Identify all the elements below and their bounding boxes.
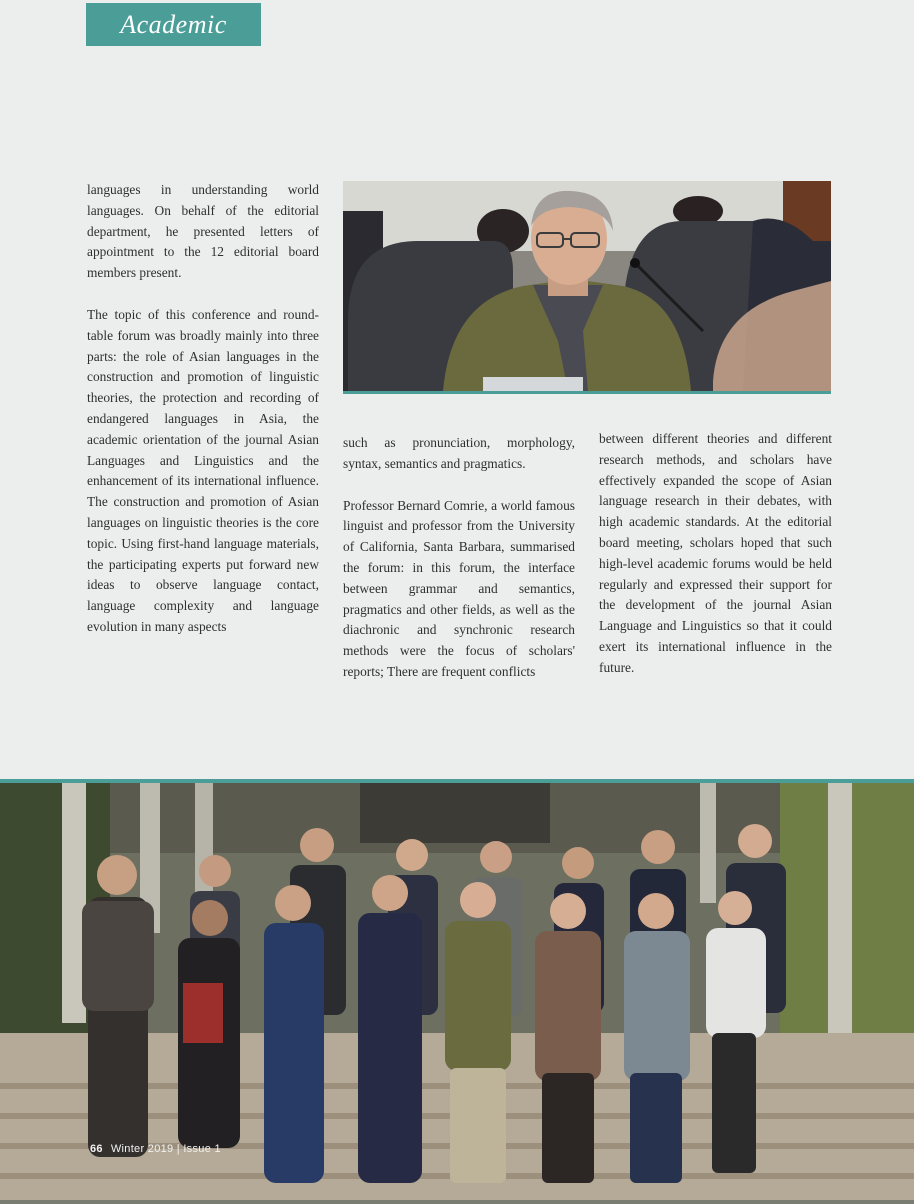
paragraph: Professor Bernard Comrie, a world famous linguist and professor from the University of California, Santa Barbara, summarised the forum: in this forum, the interface between grammar and semantics, pragmatics and other fields, as well as the diachronic and synchronic research methods were the focus of scholars' reports; There are frequent conflicts (343, 497, 575, 679)
paragraph: The topic of this conference and round-table forum was broadly mainly into three parts: the role of Asian languages in the construction and promotion of linguistic theories, the protection and recording of endangered languages in Asia, the academic orientation of the journal Asian Languages and Linguistics and the enhancement of its international influence. The construction and promotion of Asian languages on linguistic theories is the core topic. Using first-hand language materials, the participating experts put forward new ideas to observe language contact, language complexity and language evolution in many aspects (87, 306, 319, 634)
text-column-3 (599, 429, 832, 700)
paragraph: between different theories and different research methods, and scholars have effectively expanded the scope of Asian language research in their debates, with high academic standards. At the editorial board meeting, scholars hoped that such high-level academic forums would be held regularly and expressed their support for the development of the journal Asian Language and Linguistics so that it could exert its international influence in the future. (599, 431, 832, 675)
paragraph: such as pronunciation, morphology, syntax, semantics and pragmatics. (343, 435, 575, 471)
group-photo (0, 779, 914, 1204)
page-footer (90, 1143, 221, 1155)
text-column-1 (87, 180, 319, 659)
paragraph: languages in understanding world languages. On behalf of the editorial department, he presented letters of appointment to the 12 editorial board members present. (87, 182, 319, 281)
speaker-photo (343, 181, 831, 394)
page-number: 66 (90, 1143, 103, 1155)
section-label: Academic (86, 3, 261, 46)
issue-info: Winter 2019 | Issue 1 (110, 1143, 221, 1155)
text-column-2 (343, 433, 575, 704)
